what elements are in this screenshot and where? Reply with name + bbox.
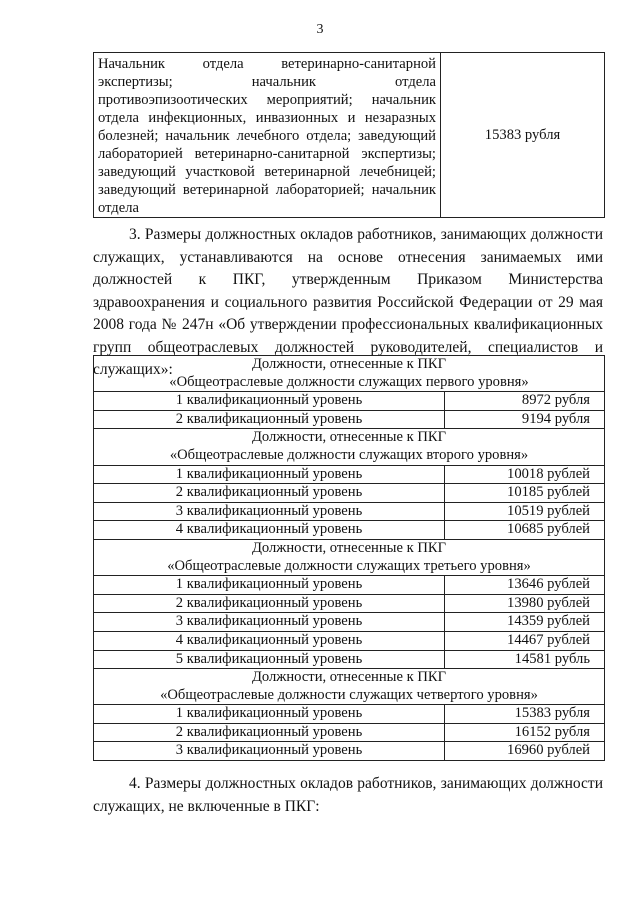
table-row xyxy=(94,392,605,411)
salary-cell: 16152 рубля xyxy=(445,723,605,742)
salary-cell: 14359 рублей xyxy=(445,613,605,632)
salary-cell: 9194 рубля xyxy=(445,410,605,429)
table-row xyxy=(94,484,605,503)
level-cell: 3 квалификационный уровень xyxy=(94,502,445,521)
pkg-salary-table xyxy=(93,355,605,761)
table-row xyxy=(94,502,605,521)
table-row xyxy=(94,53,605,218)
positions-line: экспертизы; начальник отдела xyxy=(98,74,436,90)
page-number: 3 xyxy=(316,22,324,37)
table-row xyxy=(94,631,605,650)
positions-line: противоэпизоотических мероприятий; начальник xyxy=(98,92,436,108)
positions-line: болезней; начальник лечебного отдела; заведующий xyxy=(98,128,436,144)
salary-cell: 10519 рублей xyxy=(445,502,605,521)
level-cell: 2 квалификационный уровень xyxy=(94,723,445,742)
group-header-line1: Должности, отнесенные к ПКГ xyxy=(251,356,447,372)
salary-cell: 8972 рубля xyxy=(445,392,605,411)
level-cell: 4 квалификационный уровень xyxy=(94,631,445,650)
salary-cell: 14467 рублей xyxy=(445,631,605,650)
salary-cell: 14581 рубль xyxy=(445,650,605,669)
positions-line: отдела инфекционных, инвазионных и незаразных xyxy=(98,110,436,126)
table-row xyxy=(94,465,605,484)
level-cell: 3 квалификационный уровень xyxy=(94,742,445,761)
group-header-line2: «Общеотраслевые должности служащих четвертого уровня» xyxy=(160,686,538,703)
group-header xyxy=(94,356,605,392)
level-cell: 2 квалификационный уровень xyxy=(94,410,445,429)
table-row xyxy=(94,576,605,595)
salary-cell: 15383 рубля xyxy=(441,53,605,218)
table-row xyxy=(94,521,605,540)
salary-cell: 13980 рублей xyxy=(445,594,605,613)
level-cell: 2 квалификационный уровень xyxy=(94,594,445,613)
table-row xyxy=(94,742,605,761)
table-row xyxy=(94,613,605,632)
group-header-line1: Должности, отнесенные к ПКГ xyxy=(251,429,447,446)
paragraph-3-text: 3. Размеры должностных окладов работников, занимающих должности служащих, устанавливаются на основе отнесения занимаемых ими должностей к ПКГ, утвержденным Приказом Министерства здравоохранения и социального развития Российской Федерации от 29 мая 2008 года № 247н «Об утверждении профессиональных квалификационных групп общеотраслевых должностей руководителей, специалистов и служащих»: xyxy=(93,226,603,378)
group-header-line1: Должности, отнесенные к ПКГ xyxy=(251,669,447,686)
positions-salary-table xyxy=(93,52,605,218)
salary-cell: 15383 рубля xyxy=(445,705,605,724)
level-cell: 5 квалификационный уровень xyxy=(94,650,445,669)
group-header xyxy=(94,429,605,465)
group-header-row xyxy=(94,669,605,705)
table-row xyxy=(94,723,605,742)
group-header xyxy=(94,669,605,705)
salary-cell: 10685 рублей xyxy=(445,521,605,540)
group-header-line2: «Общеотраслевые должности служащих третьего уровня» xyxy=(167,557,531,574)
salary-cell: 10185 рублей xyxy=(445,484,605,503)
level-cell: 4 квалификационный уровень xyxy=(94,521,445,540)
group-header-line2: «Общеотраслевые должности служащих первого уровня» xyxy=(169,373,529,390)
group-header-row xyxy=(94,429,605,465)
group-header-line2: «Общеотраслевые должности служащих второго уровня» xyxy=(169,446,529,463)
table-row xyxy=(94,705,605,724)
level-cell: 1 квалификационный уровень xyxy=(94,465,445,484)
table-row xyxy=(94,410,605,429)
table-row xyxy=(94,650,605,669)
positions-line: заведующий ветеринарной лабораторией; начальник xyxy=(98,182,436,198)
positions-line: отдела xyxy=(98,200,139,216)
salary-cell: 13646 рублей xyxy=(445,576,605,595)
positions-line: Начальник отдела ветеринарно-санитарной xyxy=(98,56,436,72)
group-header-line1: Должности, отнесенные к ПКГ xyxy=(251,539,447,556)
positions-cell xyxy=(94,53,441,218)
salary-cell: 10018 рублей xyxy=(445,465,605,484)
positions-line: заведующий участковой ветеринарной лечебницей; xyxy=(98,164,436,180)
level-cell: 1 квалификационный уровень xyxy=(94,705,445,724)
level-cell: 1 квалификационный уровень xyxy=(94,576,445,595)
group-header-row xyxy=(94,356,605,392)
level-cell: 3 квалификационный уровень xyxy=(94,613,445,632)
group-header-row xyxy=(94,539,605,575)
paragraph-4-text: 4. Размеры должностных окладов работников, занимающих должности служащих, не включенные в ПКГ: xyxy=(93,775,603,815)
salary-cell: 16960 рублей xyxy=(445,742,605,761)
paragraph-4 xyxy=(93,773,603,818)
group-header xyxy=(94,539,605,575)
level-cell: 2 квалификационный уровень xyxy=(94,484,445,503)
table-row xyxy=(94,594,605,613)
positions-line: лабораторией ветеринарно-санитарной экспертизы; xyxy=(98,146,436,162)
level-cell: 1 квалификационный уровень xyxy=(94,392,445,411)
